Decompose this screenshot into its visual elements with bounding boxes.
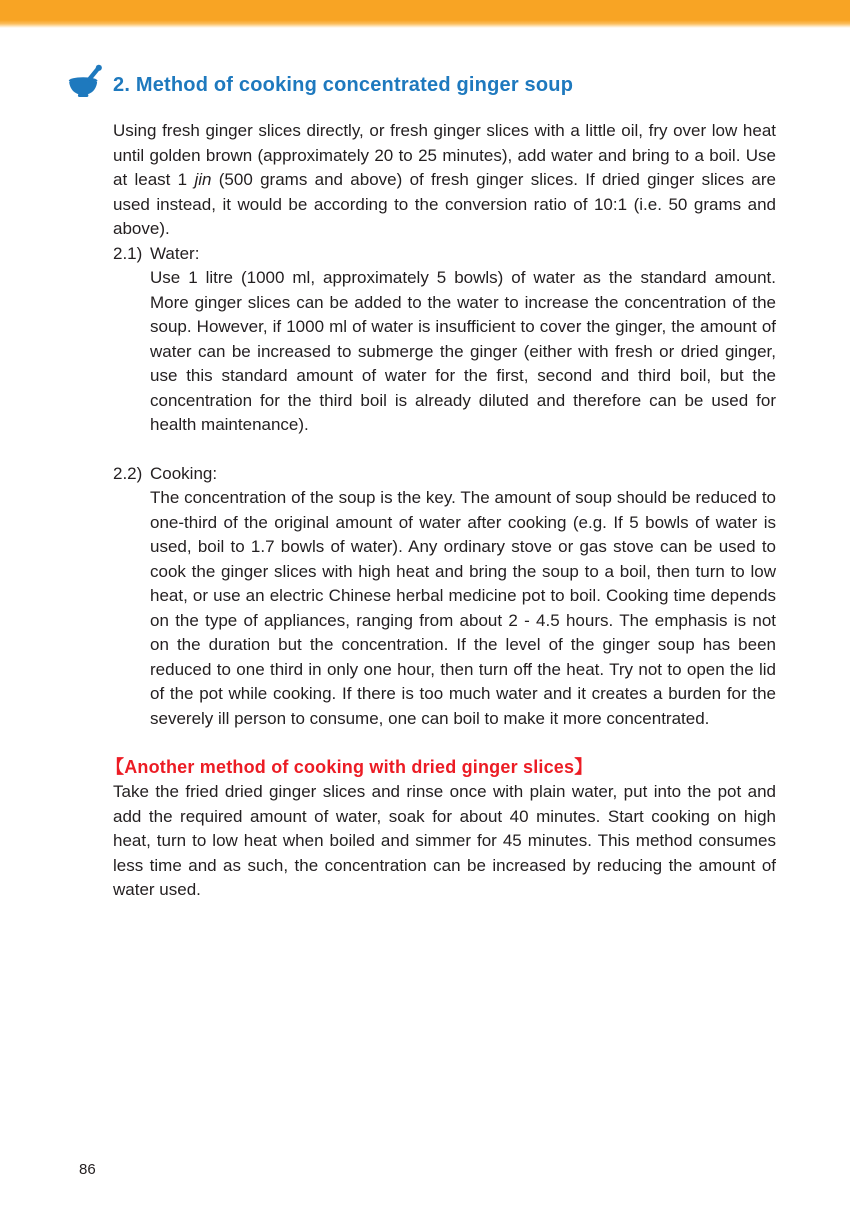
- section-cooking-heading: [113, 462, 776, 487]
- section-water-body: Use 1 litre (1000 ml, approximately 5 bowls) of water as the standard amount. More ginger slices can be added to the water to increase the concentration of the soup. However, if 1000 ml of water is insufficient to cover the ginger, the amount of water can be increased to submerge the ginger (either with fresh or dried ginger, use this standard amount of water for the first, second and third boil, but the concentration for the third boil is already diluted and therefore can be used for health maintenance).: [150, 268, 776, 434]
- section-water-title: Water:: [150, 243, 200, 263]
- alt-method-body: Take the fried dried ginger slices and rinse once with plain water, put into the pot and add the required amount of water, soak for about 40 minutes. Start cooking on high heat, turn to low heat when boiled and simmer for 45 minutes. This method consumes less time and as such, the concentration can be increased by reducing the amount of water used.: [113, 782, 776, 899]
- section-heading: [113, 70, 776, 100]
- section-cooking-body: The concentration of the soup is the key. The amount of soup should be reduced to one-third of the original amount of water after cooking (e.g. If 5 bowls of water is used, boil to 1.7 bowls of water). Any ordinary stove or gas stove can be used to cook the ginger slices with high heat and bring the soup to a boil, then turn to low heat, or use an electric Chinese herbal medicine pot to boil. Cooking time depends on the type of appliances, ranging from about 2 - 4.5 hours. The emphasis is not on the duration but the concentration. If the level of the ginger soup has been reduced to one third in only one hour, then turn off the heat. Try not to open the lid of the pot while cooking. If there is too much water and it creates a burden for the severely ill person to consume, one can boil to make it more concentrated.: [150, 488, 776, 728]
- mortar-pestle-icon: [67, 64, 105, 102]
- intro-paragraph: [113, 119, 776, 242]
- section-cooking-title: Cooking:: [150, 463, 218, 483]
- page-title: 2. Method of cooking concentrated ginger soup: [113, 74, 574, 96]
- section-water-number: 2.1): [113, 243, 143, 263]
- section-water-heading: [113, 242, 776, 267]
- alt-method-heading: 【Another method of cooking with dried ginger slices】: [106, 757, 593, 777]
- intro-text-1: Using fresh ginger slices directly, or fresh ginger slices with a little oil, fry over low heat until golden brown (approximately 20 to 25 minutes), add water and bring to a boil. Use at least 1: [113, 121, 776, 189]
- intro-italic-term: jin: [194, 170, 212, 189]
- page-number: 86: [79, 1161, 96, 1178]
- page-content: [106, 70, 777, 903]
- intro-text-2: (500 grams and above) of fresh ginger slices. If dried ginger slices are used instead, it would be according to the conversion ratio of 10:1 (i.e. 50 grams and above).: [113, 170, 777, 238]
- top-accent-bar: [0, 0, 850, 28]
- section-cooking-number: 2.2): [113, 463, 143, 483]
- section-cooking: [113, 462, 776, 732]
- section-water: [113, 242, 776, 438]
